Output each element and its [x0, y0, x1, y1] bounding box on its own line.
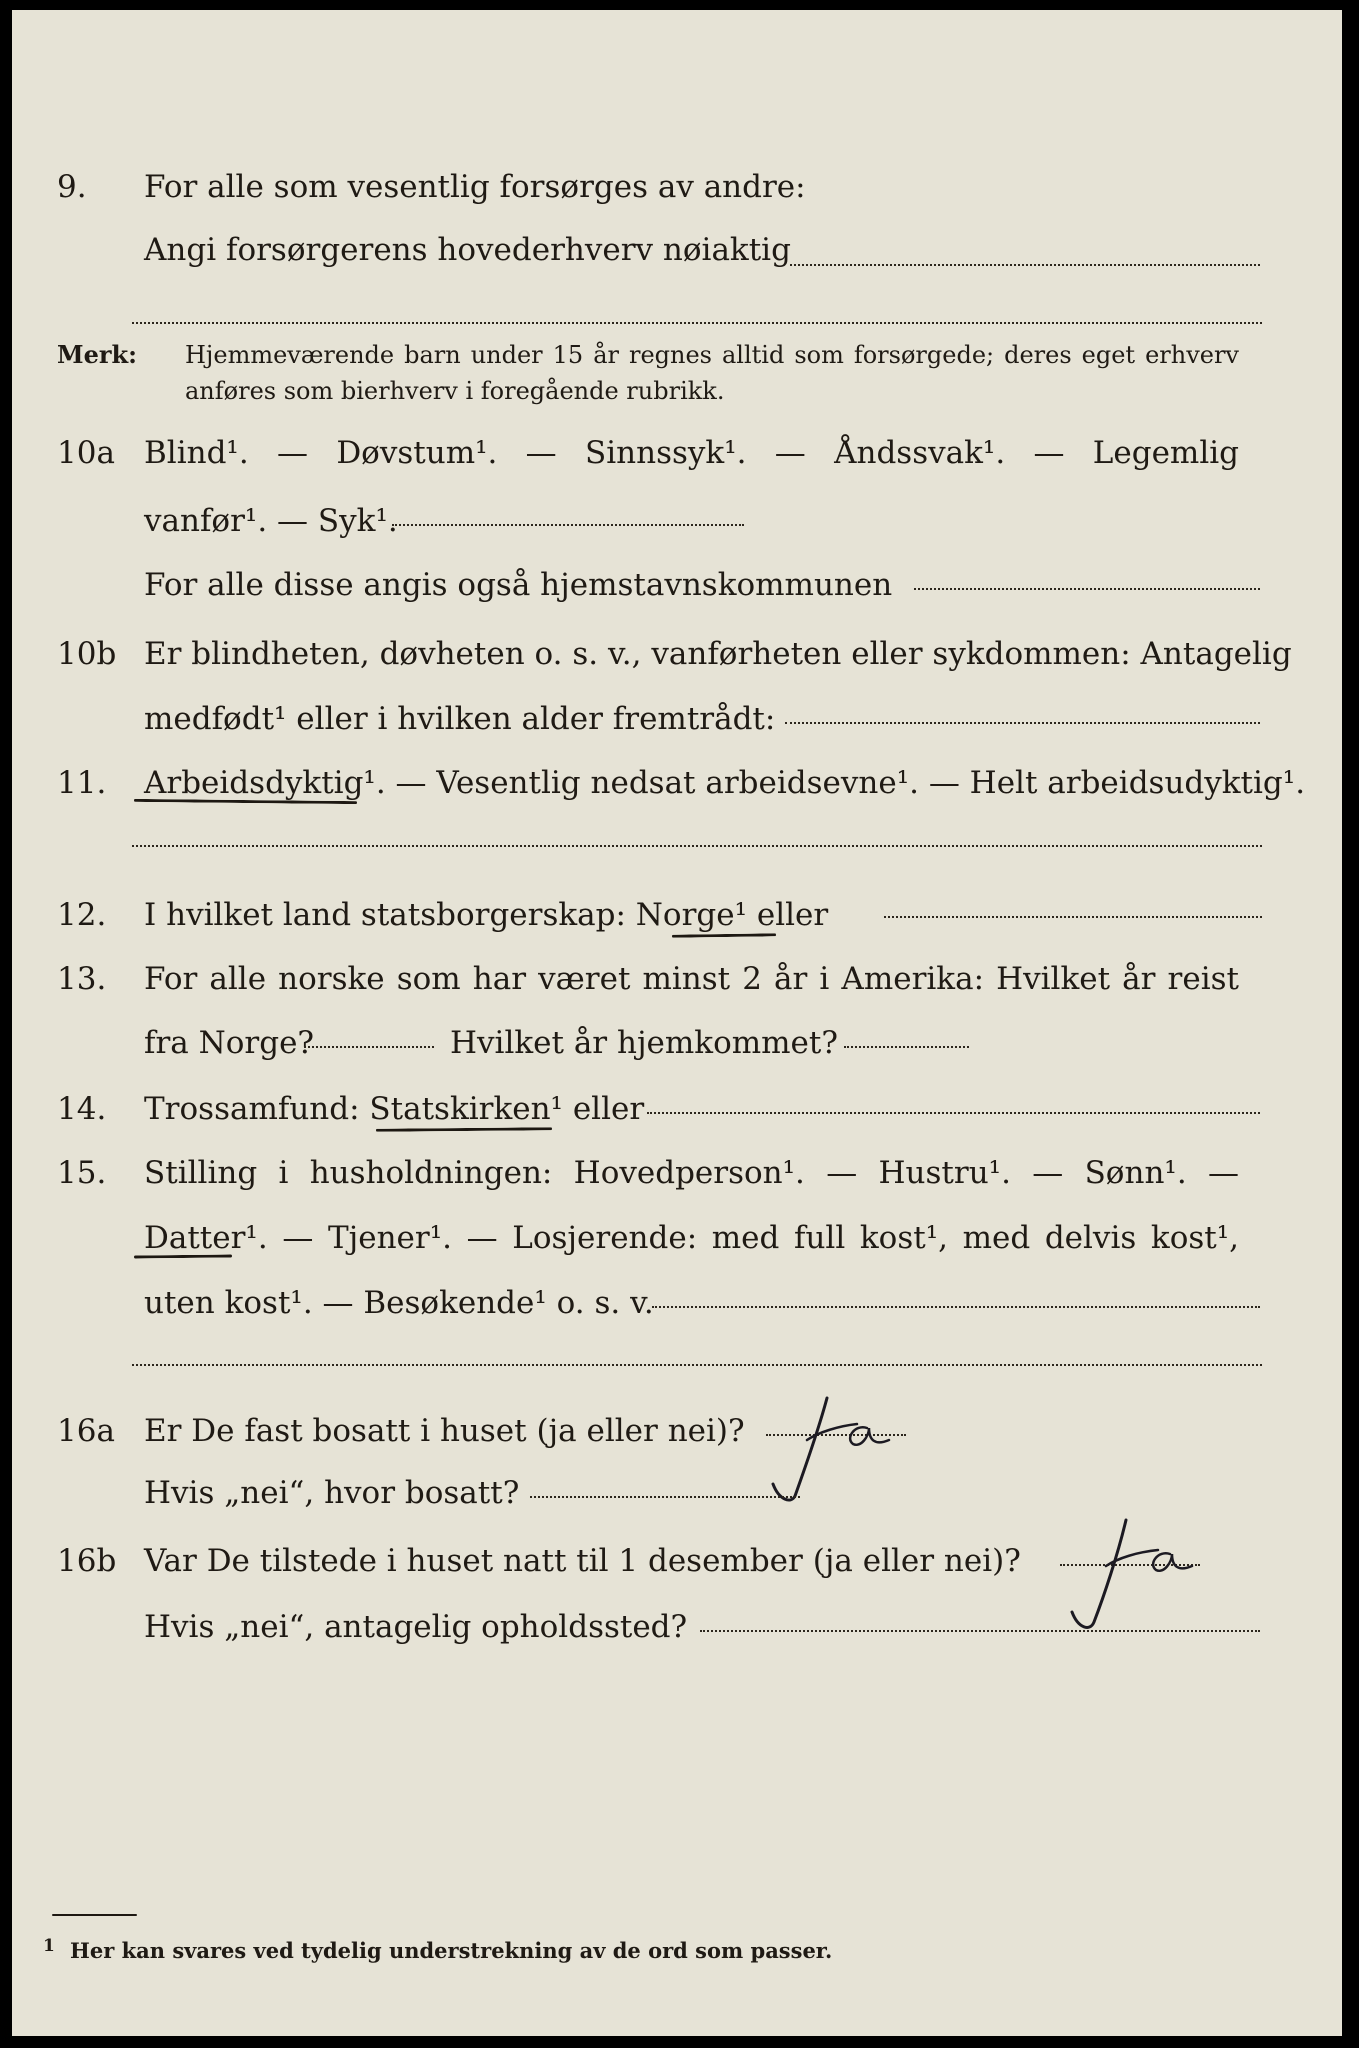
q16a-number: 16a: [57, 1413, 115, 1449]
q13-departure-year-line[interactable]: [304, 1046, 434, 1048]
q10b-text: Er blindheten, døvheten o. s. v., vanførheten eller sykdommen: Antagelig: [144, 636, 1292, 672]
q10a-kommune-line[interactable]: [914, 588, 1260, 590]
q10b-row-2: [12, 694, 1342, 744]
q15-text-2: Datter¹. — Tjener¹. — Losjerende: med full kost¹, med delvis kost¹,: [144, 1220, 1239, 1256]
q13-text-2b: Hvilket år hjemkommet?: [450, 1025, 838, 1061]
q16b-place-line[interactable]: [700, 1630, 1260, 1632]
q14-number: 14.: [57, 1091, 107, 1127]
q10a-text: Blind¹. — Døvstum¹. — Sinnssyk¹. — Åndssvak¹. — Legemlig: [144, 435, 1239, 471]
q12-text: I hvilket land statsborgerskap: Norge¹ eller: [144, 897, 829, 933]
q15-answer-line[interactable]: [652, 1306, 1260, 1308]
footnote-rule: [52, 1914, 137, 1916]
q14-text: Trossamfund: Statskirken¹ eller: [144, 1091, 645, 1127]
q14-row: [12, 1084, 1342, 1134]
q10a-text-3: For alle disse angis også hjemstavnskommunen: [144, 567, 893, 603]
q10a-row-3: [12, 560, 1342, 610]
q12-answer-line[interactable]: [884, 916, 1262, 918]
census-form-paper: [12, 10, 1342, 2036]
q11-answer-line[interactable]: [132, 845, 1262, 847]
q13-number: 13.: [57, 961, 107, 997]
q16a-row: [12, 1406, 1342, 1456]
q9-answer-line[interactable]: [790, 264, 1260, 266]
q9-answer-line-2[interactable]: [132, 322, 1262, 324]
q14-answer-line[interactable]: [647, 1112, 1260, 1114]
merk-text: Hjemmeværende barn under 15 år regnes alltid som forsørgede; deres eget erhverv: [185, 341, 1239, 369]
q10a-answer-line[interactable]: [392, 524, 744, 526]
q12-number: 12.: [57, 897, 107, 933]
q10b-answer-line[interactable]: [785, 722, 1260, 724]
q13-text: For alle norske som har været minst 2 år i Amerika: Hvilket år reist: [144, 961, 1239, 997]
q13-row-2: [12, 1018, 1342, 1068]
footnote-text: Her kan svares ved tydelig understrekning av de ord som passer.: [70, 1938, 833, 1963]
q13-text-2a: fra Norge?: [144, 1025, 315, 1061]
q9-text-2: Angi forsørgerens hovederhverv nøiaktig: [144, 232, 791, 268]
q9-row-2: [12, 225, 1342, 275]
footnote-marker: 1: [43, 1936, 55, 1956]
q16b-text: Var De tilstede i huset natt til 1 desember (ja eller nei)?: [144, 1543, 1021, 1579]
q10b-text-2: medfødt¹ eller i hvilken alder fremtrådt:: [144, 701, 776, 737]
q15-row: [12, 1148, 1342, 1198]
q16b-number: 16b: [57, 1543, 117, 1579]
merk-label: Merk:: [57, 340, 137, 369]
q13-row: [12, 954, 1342, 1004]
q10a-number: 10a: [57, 435, 115, 471]
q11-number: 11.: [57, 765, 107, 801]
q9-text: For alle som vesentlig forsørges av andre:: [144, 169, 806, 205]
q16b-text-2: Hvis „nei“, antagelig opholdssted?: [144, 1609, 688, 1645]
q15-number: 15.: [57, 1155, 107, 1191]
q16a-text: Er De fast bosatt i huset (ja eller nei)?: [144, 1413, 745, 1449]
q10a-row: [12, 428, 1342, 478]
q16b-row-2: [12, 1602, 1342, 1652]
q16a-where-line[interactable]: [530, 1496, 800, 1498]
q12-row: [12, 890, 1342, 940]
q10a-row-2: [12, 496, 1342, 546]
merk-text-2: anføres som bierhverv i foregående rubrikk.: [185, 377, 725, 405]
q15-row-3: [12, 1278, 1342, 1328]
q15-text-3: uten kost¹. — Besøkende¹ o. s. v.: [144, 1285, 654, 1321]
q16a-text-2: Hvis „nei“, hvor bosatt?: [144, 1475, 520, 1511]
q9-row: [12, 162, 1342, 212]
q10b-number: 10b: [57, 636, 117, 672]
q11-text: Arbeidsdyktig¹. — Vesentlig nedsat arbeidsevne¹. — Helt arbeidsudyktig¹.: [144, 765, 1306, 801]
q15-text: Stilling i husholdningen: Hovedperson¹. — Hustru¹. — Sønn¹. —: [144, 1155, 1239, 1191]
q10a-text-2: vanfør¹. — Syk¹.: [144, 503, 398, 539]
q9-number: 9.: [57, 169, 87, 205]
q13-return-year-line[interactable]: [844, 1046, 969, 1048]
q10b-row: [12, 629, 1342, 679]
q15-answer-line-2[interactable]: [132, 1364, 1262, 1366]
